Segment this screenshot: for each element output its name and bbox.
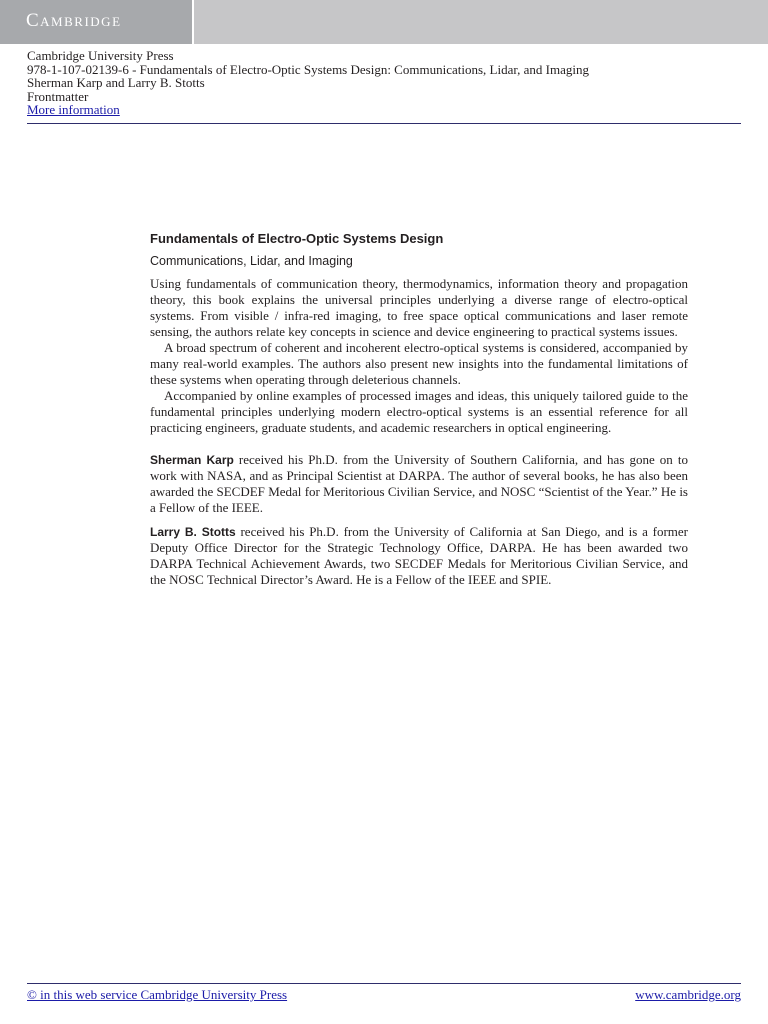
- publisher-line: Cambridge University Press: [27, 48, 174, 63]
- authors-line: Sherman Karp and Larry B. Stotts: [27, 75, 205, 90]
- website-link[interactable]: www.cambridge.org: [635, 987, 741, 1002]
- author-bio-karp: [150, 452, 688, 516]
- author-bio-text: received his Ph.D. from the University of California at San Diego, and is a former Deputy Office Director for the Strategic Technology Office, DARPA. He has been awarded two DARPA Technical Achievement Awards, two SECDEF Medals for Meritorious Civilian Service, and the NOSC Technical Director’s Award. He is a Fellow of the IEEE and SPIE.: [150, 524, 689, 587]
- cambridge-banner: [0, 0, 768, 44]
- author-name: Sherman Karp: [150, 453, 234, 467]
- more-information-link[interactable]: More information: [27, 102, 120, 117]
- isbn-title-line: 978-1-107-02139-6 - Fundamentals of Electro-Optic Systems Design: Communications, Lidar, and Imaging: [27, 61, 589, 77]
- cambridge-logo: [0, 0, 194, 44]
- book-subtitle: Communications, Lidar, and Imaging: [150, 254, 353, 268]
- description-paragraph: Using fundamentals of communication theory, thermodynamics, information theory and propagation theory, this book explains the universal principles underlying a diverse range of electro-optical systems. From visible / infra-red imaging, to free space optical communications and laser remote sensing, the authors relate key concepts in science and device engineering to practical systems issues.: [150, 276, 688, 339]
- header-divider: [27, 123, 741, 124]
- author-bio-text: received his Ph.D. from the University of Southern California, and has gone on to work with NASA, and as Principal Scientist at DARPA. The author of several books, he has also been awarded the SECDEF Medal for Meritorious Civilian Service, and NOSC “Scientist of the Year.” He is a Fellow of the IEEE.: [150, 452, 688, 515]
- footer-divider: [27, 983, 741, 984]
- cambridge-logo-text: Cambridge: [26, 10, 122, 31]
- description-paragraph: A broad spectrum of coherent and incoherent electro-optical systems is considered, accompanied by many real-world examples. The authors also present new insights into the fundamental limitations of these systems when operating through deleterious channels.: [150, 340, 688, 387]
- author-bio-stotts: [150, 524, 688, 588]
- section-line: Frontmatter: [27, 88, 89, 104]
- book-title: Fundamentals of Electro-Optic Systems Design: [150, 231, 444, 246]
- description-paragraph: Accompanied by online examples of processed images and ideas, this uniquely tailored guide to the fundamental principles underlying modern electro-optical systems is an essential reference for all practicing engineers, graduate students, and academic researchers in optical engineering.: [150, 388, 688, 435]
- copyright-link[interactable]: © in this web service Cambridge University Press: [27, 987, 288, 1002]
- book-description: [150, 231, 688, 588]
- author-name: Larry B. Stotts: [150, 525, 236, 539]
- citation-header: [27, 49, 757, 117]
